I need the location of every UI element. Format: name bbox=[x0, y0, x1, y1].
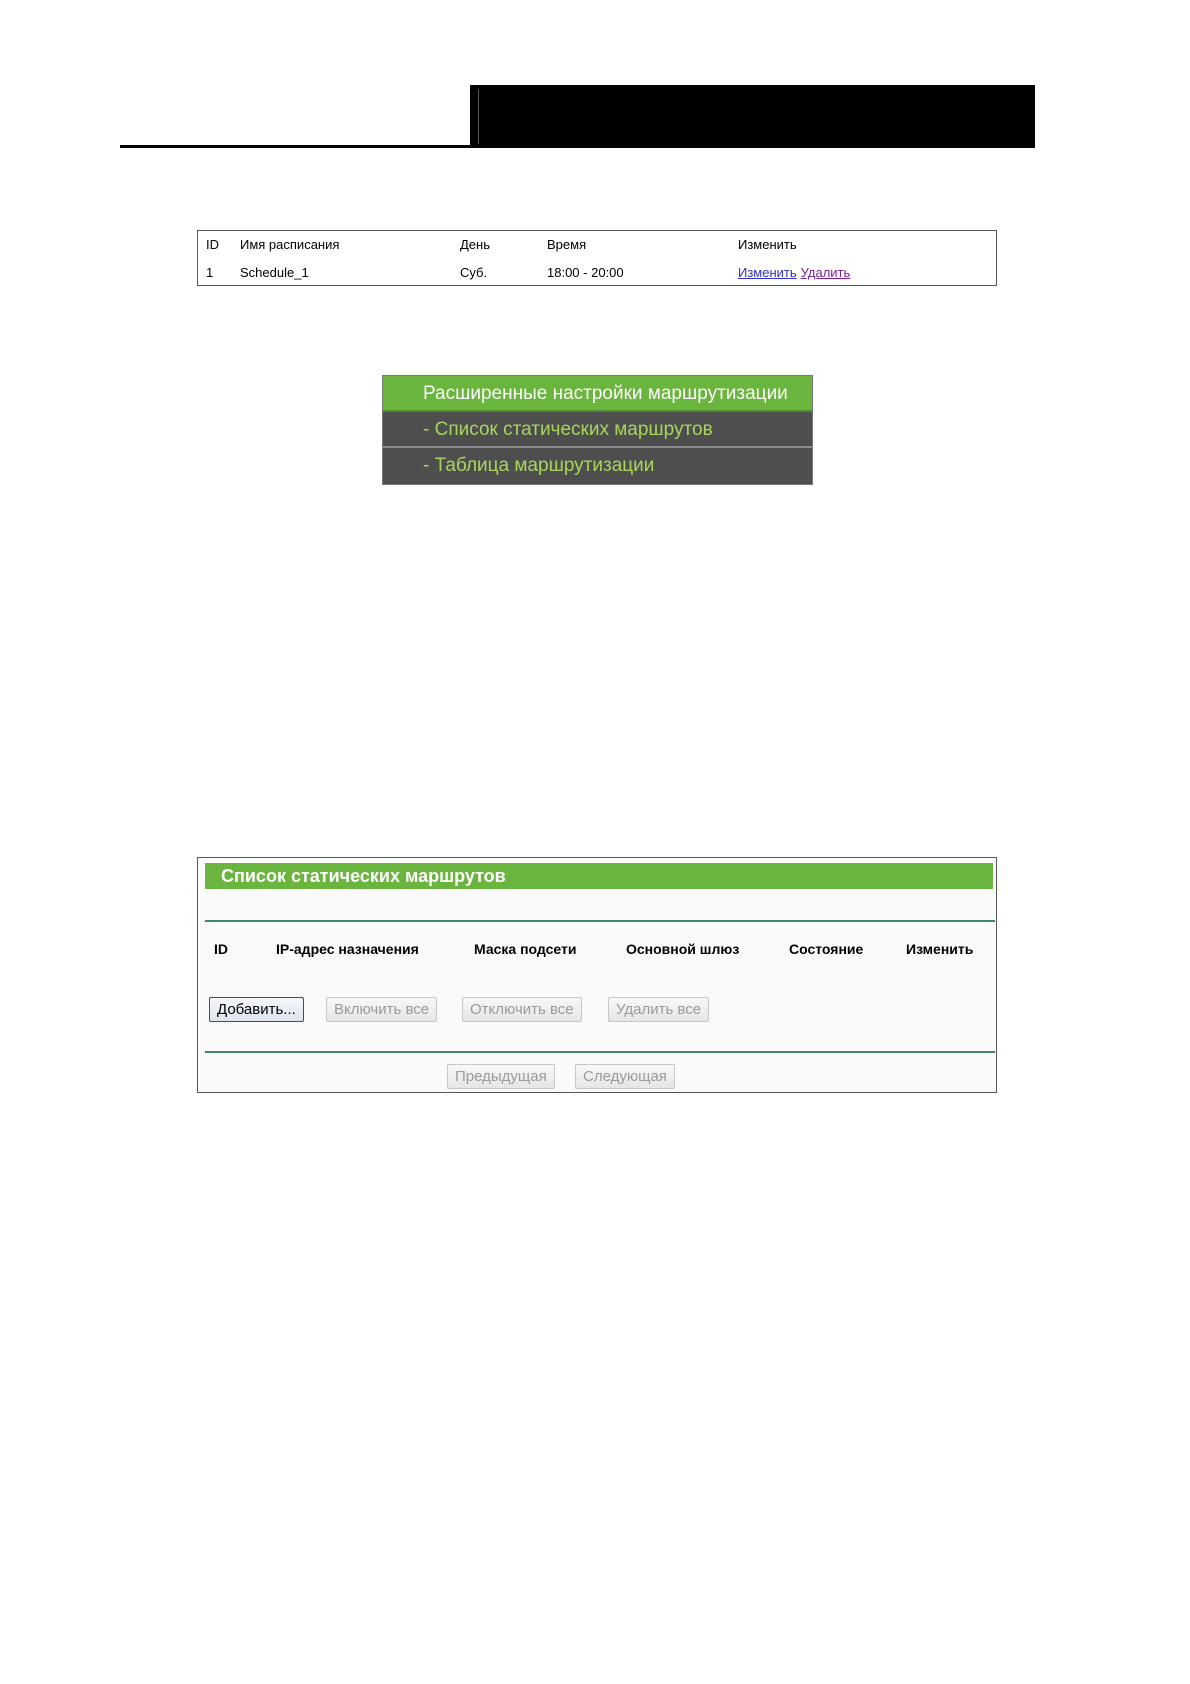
edit-link[interactable]: Изменить bbox=[738, 265, 797, 280]
previous-page-button[interactable]: Предыдущая bbox=[447, 1064, 555, 1089]
panel-title: Список статических маршрутов bbox=[205, 863, 993, 889]
table-row bbox=[198, 265, 996, 285]
row-id: 1 bbox=[206, 265, 214, 280]
schedule-table bbox=[197, 230, 997, 286]
add-button[interactable]: Добавить... bbox=[209, 997, 304, 1022]
next-page-button[interactable]: Следующая bbox=[575, 1064, 675, 1089]
col-id: ID bbox=[214, 941, 228, 957]
row-time: 18:00 - 20:00 bbox=[547, 265, 624, 280]
col-id: ID bbox=[206, 237, 219, 252]
menu-static-routes-list[interactable]: - Список статических маршрутов bbox=[383, 412, 812, 448]
col-schedule-name: Имя расписания bbox=[240, 237, 340, 252]
col-destination-ip: IP-адрес назначения bbox=[276, 941, 419, 957]
divider bbox=[205, 920, 995, 922]
menu-routing-table[interactable]: - Таблица маршрутизации bbox=[383, 448, 812, 484]
row-schedule-name: Schedule_1 bbox=[240, 265, 309, 280]
delete-link[interactable]: Удалить bbox=[800, 265, 851, 280]
col-edit: Изменить bbox=[738, 237, 797, 252]
enable-all-button[interactable]: Включить все bbox=[326, 997, 437, 1022]
col-status: Состояние bbox=[789, 941, 864, 957]
divider bbox=[205, 1051, 995, 1053]
header-rule bbox=[120, 145, 475, 148]
static-routes-panel bbox=[197, 857, 997, 1093]
col-edit: Изменить bbox=[906, 941, 974, 957]
col-time: Время bbox=[547, 237, 587, 252]
col-day: День bbox=[460, 237, 490, 252]
disable-all-button[interactable]: Отключить все bbox=[462, 997, 582, 1022]
col-gateway: Основной шлюз bbox=[626, 941, 740, 957]
delete-all-button[interactable]: Удалить все bbox=[608, 997, 709, 1022]
row-actions bbox=[738, 265, 850, 280]
menu-advanced-routing[interactable]: Расширенные настройки маршрутизации bbox=[383, 376, 812, 412]
routing-menu bbox=[382, 375, 813, 485]
row-day: Суб. bbox=[460, 265, 488, 280]
schedule-header-row bbox=[198, 237, 996, 257]
header-black-bar bbox=[470, 85, 1035, 148]
col-subnet-mask: Маска подсети bbox=[474, 941, 577, 957]
